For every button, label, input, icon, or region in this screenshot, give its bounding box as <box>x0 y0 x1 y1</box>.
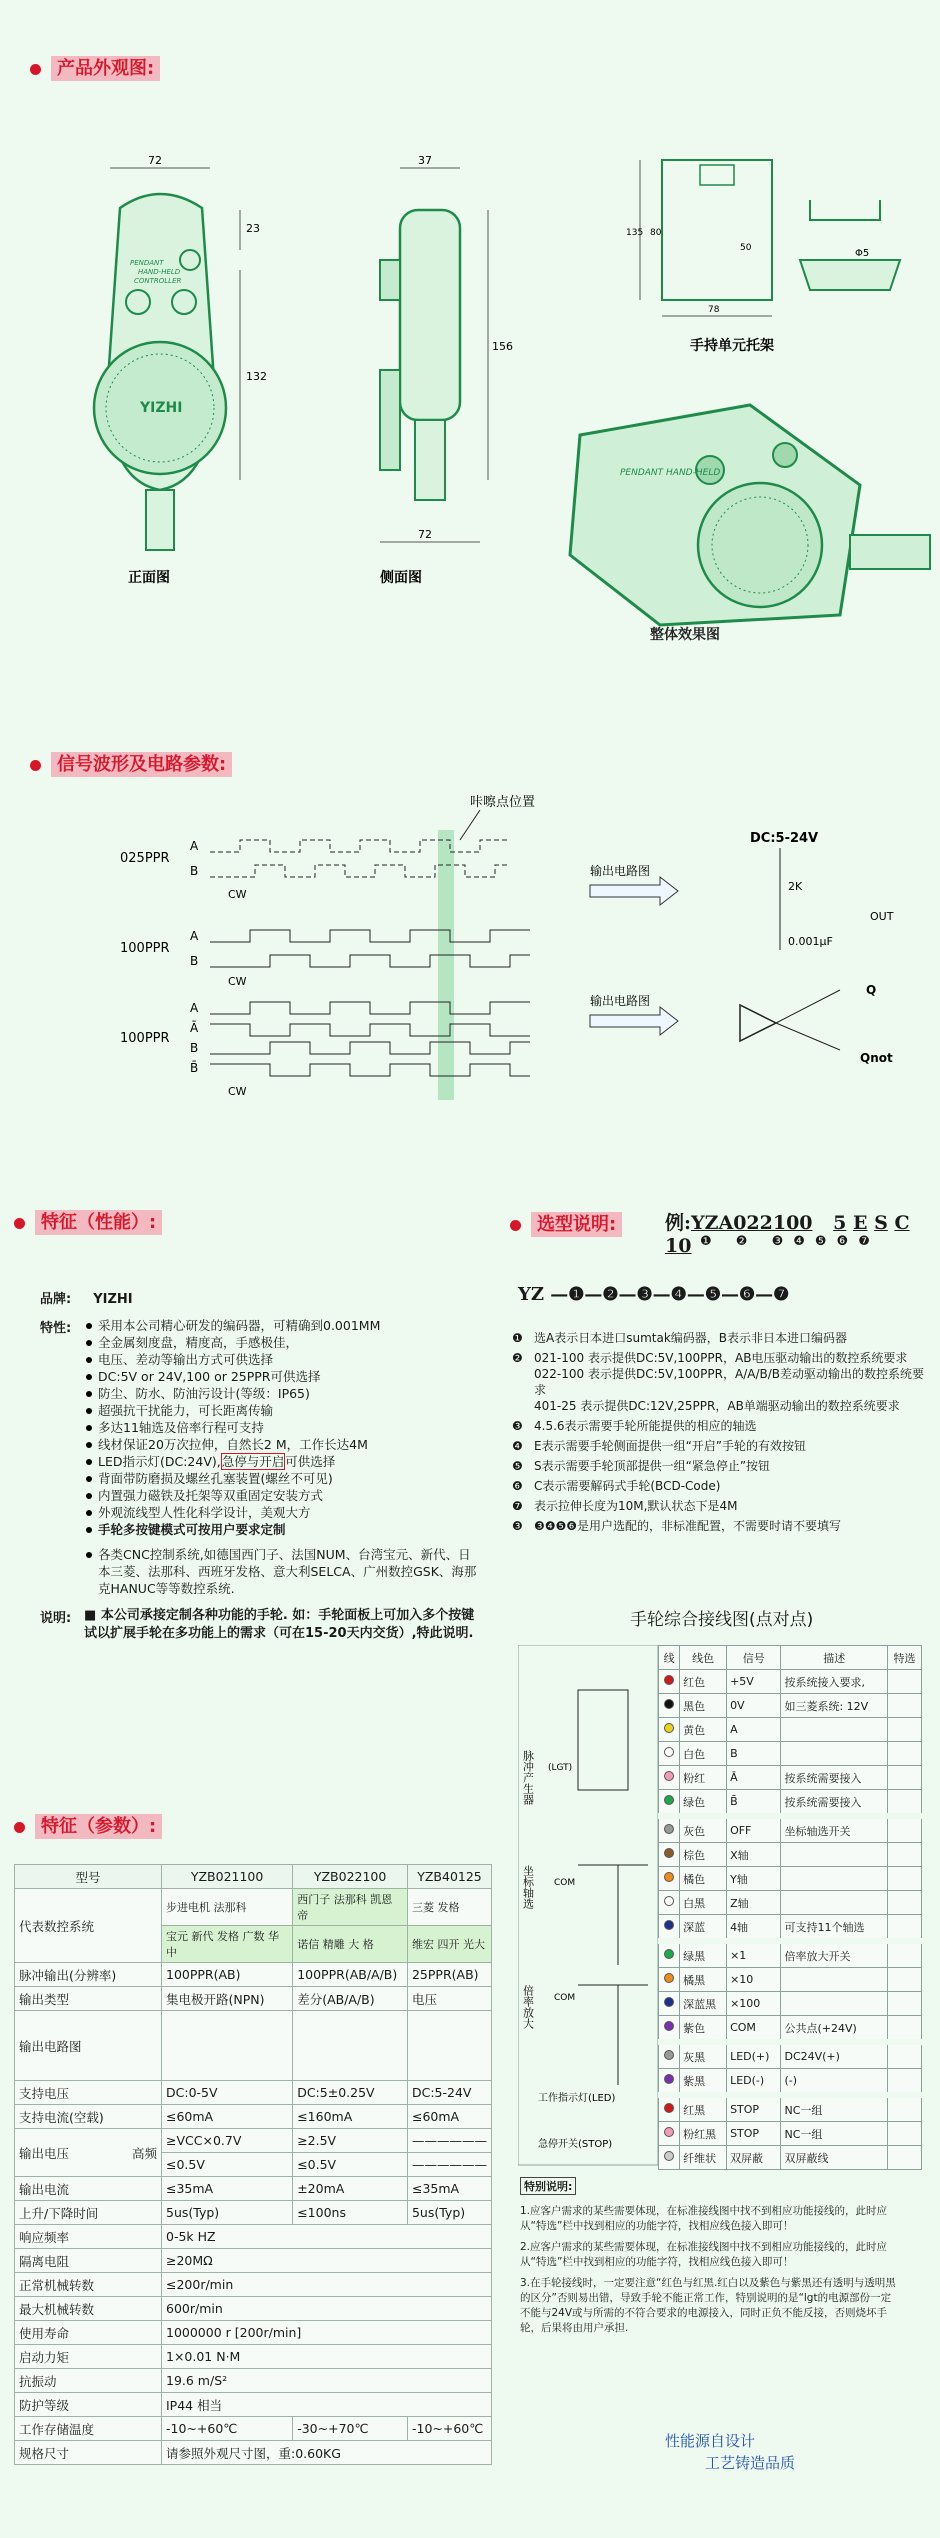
wire-row: 红黑 STOP NC一组 <box>659 2095 922 2122</box>
waveform-diagram <box>100 780 940 1110</box>
wire-row: 绿色 B̄ 按系统需要接入 <box>659 1790 922 1817</box>
svg-text:72: 72 <box>148 154 162 167</box>
number-marker: ❶ <box>512 1331 523 1345</box>
feature-led: LED指示灯(DC:24V),急停与开启可供选择 <box>84 1453 480 1470</box>
svg-text:Ā: Ā <box>190 1021 199 1035</box>
wire-row: 白色 B <box>659 1742 922 1766</box>
features-block: 品牌: YIZHI 特性: 采用本公司精心研发的编码器，可精确到0.001MM 全金属刻度盘，精度高，手感极佳， 电压、差动等输出方式可供选择 DC:5V or 24V,100 or 25PPR可供选择 防尘、防水、防油污设计(等级：IP65) 超强抗干扰能力，可长距离传输 多达11轴选及倍率行程可支持 线材保证20万次拉伸，自然长2 M，工作长达4M LED指示灯(DC:24V),急停与开启可供选择 背面带防磨损及螺丝孔塞装置(螺丝不可见) 内置强力磁铁及托架等双重固定安装方式 外观流线型人性化科学设计，美观大方 手轮多按键模式可按用户要求定制 各类CNC控制系统,如德国西门子、法国NUM、台湾宝元、新代、日本三菱、法那科、西班牙发格、意大利SELCA、广州数控GSK、海那克HANUC等等数控系统. 说明: ■ 本公司承接定制各种功能的手轮. 如：手轮面板上可加入多个按键试以扩展手轮在多功能上的需求（可在15-20天内交货）,特此说明. <box>40 1288 480 1643</box>
wire-row: 粉红 Ā 按系统需要接入 <box>659 1766 922 1790</box>
feature-item: DC:5V or 24V,100 or 25PPR可供选择 <box>84 1368 480 1385</box>
model-code-example: 例:YZA022100 5 E S C 10 <box>665 1212 910 1257</box>
spec-row: 输出电流 ≤35mA ±20mA ≤35mA <box>15 2177 492 2201</box>
svg-text:工作指示灯(LED): 工作指示灯(LED) <box>538 2093 616 2104</box>
spec-row: 上升/下降时间 5us(Typ) ≤100ns 5us(Typ) <box>15 2201 492 2225</box>
spec-row: 抗振动 19.6 m/S² <box>15 2369 492 2393</box>
svg-text:坐标轴选: 坐标轴选 <box>521 1865 535 1909</box>
wire-color-dot <box>664 1675 674 1685</box>
feature-item: 采用本公司精心研发的编码器，可精确到0.001MM <box>84 1317 480 1334</box>
svg-text:YIZHI: YIZHI <box>140 400 183 416</box>
number-marker: ❼ <box>512 1499 523 1513</box>
feature-item: 防尘、防水、防油污设计(等级：IP65) <box>84 1385 480 1402</box>
wire-color-dot <box>664 2151 674 2161</box>
svg-text:B: B <box>190 864 199 878</box>
yz-code-scheme: YZ —❶—❷—❸—❹—❺—❻—❼ <box>518 1284 790 1305</box>
spec-row: 使用寿命 1000000 r [200r/min] <box>15 2321 492 2345</box>
spec-row: 输出电路图 <box>15 2011 492 2081</box>
svg-text:Qnot: Qnot <box>860 1051 893 1065</box>
special-note: 1.应客户需求的某些需要体现，在标准接线图中找不到相应功能接线的，此时应从“特选”栏中找到相应的功能字符，找相应线色接入即可！ <box>520 2205 888 2232</box>
wire-color-dot <box>664 1896 674 1906</box>
spec-row: 最大机械转数 600r/min <box>15 2297 492 2321</box>
wire-color-dot <box>664 2074 674 2084</box>
wire-row: 紫色 COM 公共点(+24V) <box>659 2016 922 2043</box>
svg-text:100PPR: 100PPR <box>120 941 170 956</box>
number-marker: ❺ <box>512 1459 523 1473</box>
selection-item: ❹ E表示需要手轮侧面提供一组“开启”手轮的有效按钮 <box>512 1439 807 1453</box>
selection-item: ❸ 4.5.6表示需要手轮所能提供的相应的轴选 <box>512 1419 757 1433</box>
special-note: 2.应客户需求的某些需要体现，在标准接线图中找不到相应功能接线的，此时应从“特选”栏中找到相应的功能字符，找相应线色接入即可！ <box>520 2241 888 2268</box>
slogan-1: 性能源自设计 <box>665 2432 756 2450</box>
svg-text:B: B <box>190 954 199 968</box>
feature-item: 超强抗干扰能力，可长距离传输 <box>84 1402 480 1419</box>
svg-text:DC:5-24V: DC:5-24V <box>750 831 819 846</box>
svg-text:COM: COM <box>554 1993 576 2003</box>
svg-text:(LGT): (LGT) <box>548 1763 573 1773</box>
svg-text:CONTROLLER: CONTROLLER <box>134 277 182 285</box>
wire-color-dot <box>664 1997 674 2007</box>
svg-text:B: B <box>190 1041 199 1055</box>
svg-text:整体效果图: 整体效果图 <box>650 627 720 643</box>
svg-text:CW: CW <box>228 888 247 901</box>
wire-color-dot <box>664 1771 674 1781</box>
custom-note: ■ 本公司承接定制各种功能的手轮. 如：手轮面板上可加入多个按键试以扩展手轮在多功能上的需求（可在15-20天内交货）,特此说明. <box>84 1608 475 1641</box>
feature-item: 电压、差动等输出方式可供选择 <box>84 1351 480 1368</box>
wire-row: 黑色 0V 如三菱系统: 12V <box>659 1694 922 1718</box>
svg-text:正面图: 正面图 <box>128 570 170 586</box>
selection-item: ❺ S表示需要手轮顶部提供一组“紧急停止”按钮 <box>512 1459 771 1473</box>
section-header-selection: 选型说明: <box>510 1210 622 1236</box>
section-header-spec: 特征（参数）: <box>14 1812 162 1838</box>
svg-text:A: A <box>190 1001 199 1015</box>
spec-row: 脉冲输出(分辨率) 100PPR(AB) 100PPR(AB/A/B) 25PPR(AB) <box>15 1963 492 1987</box>
selection-item: ❼ 表示拉伸长度为10M,默认状态下是4M <box>512 1499 738 1513</box>
wire-row: 绿黑 ×1 倍率放大开关 <box>659 1941 922 1968</box>
svg-text:B̄: B̄ <box>190 1061 199 1075</box>
spec-table: 型号 YZB021100 YZB022100 YZB40125 代表数控系统 步进电机 法那科 西门子 法那科 凯恩帝 三菱 发格 宝元 新代 发格 广数 华中 诺信 精雕 大 格 维宏 四开 光大 脉冲输出(分辨率) 100PPR(AB) 100PPR(AB/A/B) 25PPR(AB) 输出类型 集电极开路(NPN) 差分(AB/A/B) 电压 输出电路图 支持电压 DC:0-5V DC:5±0.25V DC:5-24V 支持电流(空载) ≤60mA ≤160mA ≤60mA 输出电压 高频 ≥VCC×0.7V ≥2.5V —————— ≤0.5V ≤0.5V —————— 输出电流 ≤35mA ±20mA ≤35mA 上升/下降时间 5us(Typ) ≤100ns 5us(Typ) 响应频率 0-5k HZ 隔离电阻 ≥20MΩ 正常机械转数 ≤200r/min 最大机械转数 600r/min 使用寿命 1000000 r [200r/min] 启动力矩 1×0.01 N·M 抗振动 19.6 m/S² 防护等级 IP44 相当 工作存储温度 -10~+60℃ -30~+70℃ -10~+60℃ 规格尺寸 请参照外观尺寸图，重:0.60KG <box>14 1864 492 2465</box>
wire-color-dot <box>664 2050 674 2060</box>
feature-item: 内置强力磁铁及托架等双重固定安装方式 <box>84 1487 480 1504</box>
svg-text:156: 156 <box>492 340 513 353</box>
wire-row: 黄色 A <box>659 1718 922 1742</box>
feature-item: 多达11轴选及倍率行程可支持 <box>84 1419 480 1436</box>
section-header-appearance: 产品外观图: <box>30 54 160 80</box>
svg-text:135: 135 <box>626 228 644 238</box>
wire-row: 橘色 Y轴 <box>659 1867 922 1891</box>
feature-item: 线材保证20万次拉伸，自然长2 M，工作长达4M <box>84 1436 480 1453</box>
svg-text:Φ5: Φ5 <box>855 248 870 259</box>
svg-text:Q: Q <box>866 983 877 997</box>
svg-text:手持单元托架: 手持单元托架 <box>690 338 774 354</box>
spec-row: 防护等级 IP44 相当 <box>15 2393 492 2417</box>
product-render <box>540 395 940 645</box>
svg-text:侧面图: 侧面图 <box>380 570 422 586</box>
selection-item: ❻ C表示需要解码式手轮(BCD-Code) <box>512 1479 721 1493</box>
svg-text:PENDANT HAND-HELD: PENDANT HAND-HELD <box>620 468 721 478</box>
number-marker: ❷ <box>512 1351 523 1365</box>
wire-color-dot <box>664 2103 674 2113</box>
section-header-signal: 信号波形及电路参数: <box>30 750 232 776</box>
wire-row: 灰色 OFF 坐标轴选开关 <box>659 1816 922 1843</box>
selection-item: ❷ 021-100 表示提供DC:5V,100PPR，AB电压驱动输出的数控系统要求 022-100 表示提供DC:5V,100PPR，A/A/B/B差动驱动输出的数控系统要求 401-25 表示提供DC:12V,25PPR，AB单端驱动输出的数控系统要求 <box>512 1351 925 1413</box>
code-number-markers: ❶ ❷ ❸❹❺❻❼ <box>700 1234 880 1249</box>
feature-item: 外观流线型人性化科学设计，美观大方 <box>84 1504 480 1521</box>
svg-text:OUT: OUT <box>870 910 894 923</box>
svg-text:HAND-HELD: HAND-HELD <box>138 268 181 276</box>
svg-text:50: 50 <box>740 243 752 253</box>
wire-row: 棕色 X轴 <box>659 1843 922 1867</box>
spec-row: 支持电流(空载) ≤60mA ≤160mA ≤60mA <box>15 2105 492 2129</box>
svg-text:2K: 2K <box>788 880 803 893</box>
number-marker: ❹ <box>512 1439 523 1453</box>
wire-row: 红色 +5V 按系统接入要求, <box>659 1670 922 1694</box>
svg-text:72: 72 <box>418 528 432 541</box>
wire-color-dot <box>664 1723 674 1733</box>
wire-color-dot <box>664 1872 674 1882</box>
svg-text:CW: CW <box>228 975 247 988</box>
wire-color-dot <box>664 1699 674 1709</box>
wire-color-dot <box>664 2127 674 2137</box>
number-marker: ❻ <box>512 1479 523 1493</box>
wire-color-dot <box>664 1747 674 1757</box>
section-header-features: 特征（性能）: <box>14 1208 162 1234</box>
svg-text:80: 80 <box>650 228 662 238</box>
bracket-drawing <box>600 140 920 360</box>
svg-text:A: A <box>190 839 199 853</box>
svg-text:脉冲产生器: 脉冲产生器 <box>521 1750 535 1805</box>
svg-text:132: 132 <box>246 370 267 383</box>
wire-color-dot <box>664 1973 674 1983</box>
spec-row: 正常机械转数 ≤200r/min <box>15 2273 492 2297</box>
wire-row: 灰黑 LED(+) DC24V(+) <box>659 2042 922 2069</box>
selection-item: ❶ 选A表示日本进口sumtak编码器，B表示非日本进口编码器 <box>512 1331 847 1345</box>
svg-text:78: 78 <box>708 305 720 315</box>
svg-text:输出电路图: 输出电路图 <box>590 994 651 1008</box>
svg-text:025PPR: 025PPR <box>120 851 170 866</box>
number-marker: ❸ <box>512 1519 523 1533</box>
spec-row: 启动力矩 1×0.01 N·M <box>15 2345 492 2369</box>
wire-row: 纤维状 双屏蔽 双屏蔽线 <box>659 2146 922 2170</box>
svg-text:PENDANT: PENDANT <box>130 259 164 267</box>
svg-text:CW: CW <box>228 1085 247 1098</box>
wire-row: 紫黑 LED(-) (-) <box>659 2069 922 2096</box>
wire-row: 深蓝 4轴 可支持11个轴选 <box>659 1915 922 1942</box>
svg-text:咔嚓点位置: 咔嚓点位置 <box>470 795 536 810</box>
svg-text:倍率放大: 倍率放大 <box>521 1985 535 2029</box>
special-note: 3.在手轮接线时，一定要注意“红色与红黑.红白以及紫色与紫黑还有透明与透明黑的区分”否则易出错，导致手轮不能正常工作，特别说明的是“lgt的电源部份一定不能与24V或与所需的不符合要求的电源接入，同时正负不能反接，否则烧坏手轮，后果将由用户承担. <box>520 2277 896 2334</box>
wire-row: 白黑 Z轴 <box>659 1891 922 1915</box>
wire-row: 橘黑 ×10 <box>659 1968 922 1992</box>
wire-color-dot <box>664 1824 674 1834</box>
wire-color-dot <box>664 1920 674 1930</box>
spec-row: 响应频率 0-5k HZ <box>15 2225 492 2249</box>
spec-row: 支持电压 DC:0-5V DC:5±0.25V DC:5-24V <box>15 2081 492 2105</box>
wire-color-dot <box>664 1848 674 1858</box>
selection-item: ❸ ❸❹❺❻是用户选配的，非标准配置，不需要时请不要填写 <box>512 1519 842 1533</box>
spec-row: 输出类型 集电极开路(NPN) 差分(AB/A/B) 电压 <box>15 1987 492 2011</box>
svg-text:急停开关(STOP): 急停开关(STOP) <box>538 2139 613 2150</box>
wiring-title: 手轮综合接线图(点对点) <box>630 1610 814 1630</box>
wire-color-dot <box>664 1949 674 1959</box>
feature-item: 全金属刻度盘，精度高，手感极佳， <box>84 1334 480 1351</box>
svg-text:100PPR: 100PPR <box>120 1031 170 1046</box>
slogan-2: 工艺铸造品质 <box>705 2454 796 2472</box>
wire-color-dot <box>664 2021 674 2031</box>
svg-text:0.001μF: 0.001μF <box>788 935 833 948</box>
svg-text:COM: COM <box>554 1878 576 1888</box>
feature-item: 背面带防磨损及螺丝孔塞装置(螺丝不可见) <box>84 1470 480 1487</box>
side-view-drawing <box>360 150 520 590</box>
number-marker: ❸ <box>512 1419 523 1433</box>
selection-list <box>512 1330 932 1538</box>
wire-color-dot <box>664 1795 674 1805</box>
svg-text:A: A <box>190 929 199 943</box>
svg-text:37: 37 <box>418 154 432 167</box>
svg-text:输出电路图: 输出电路图 <box>590 864 651 878</box>
spec-row: 隔离电阻 ≥20MΩ <box>15 2249 492 2273</box>
wire-row: 深蓝黑 ×100 <box>659 1992 922 2016</box>
svg-text:23: 23 <box>246 222 260 235</box>
wire-row: 粉红黑 STOP NC一组 <box>659 2122 922 2146</box>
special-notes: 特别说明: 1.应客户需求的某些需要体现，在标准接线图中找不到相应功能接线的，此时应从“特选”栏中找到相应的功能字符，找相应线色接入即可！ 2.应客户需求的某些需要体现，在标准接线图中找不到相应功能接线的，此时应从“特选”栏中找到相应的功能字符，找相应线色接入即可！ 3.在手轮接线时，一定要注意“红色与红黑.红白以及紫色与紫黑还有透明与透明黑的区分”否则易出错，导致手轮不能正常工作，特别说明的是“lgt的电源部份一定不能与24V或与所需的不符合要求的电源接入，同时正负不能反接，否则烧坏手轮，后果将由用户承担. <box>520 2175 900 2341</box>
